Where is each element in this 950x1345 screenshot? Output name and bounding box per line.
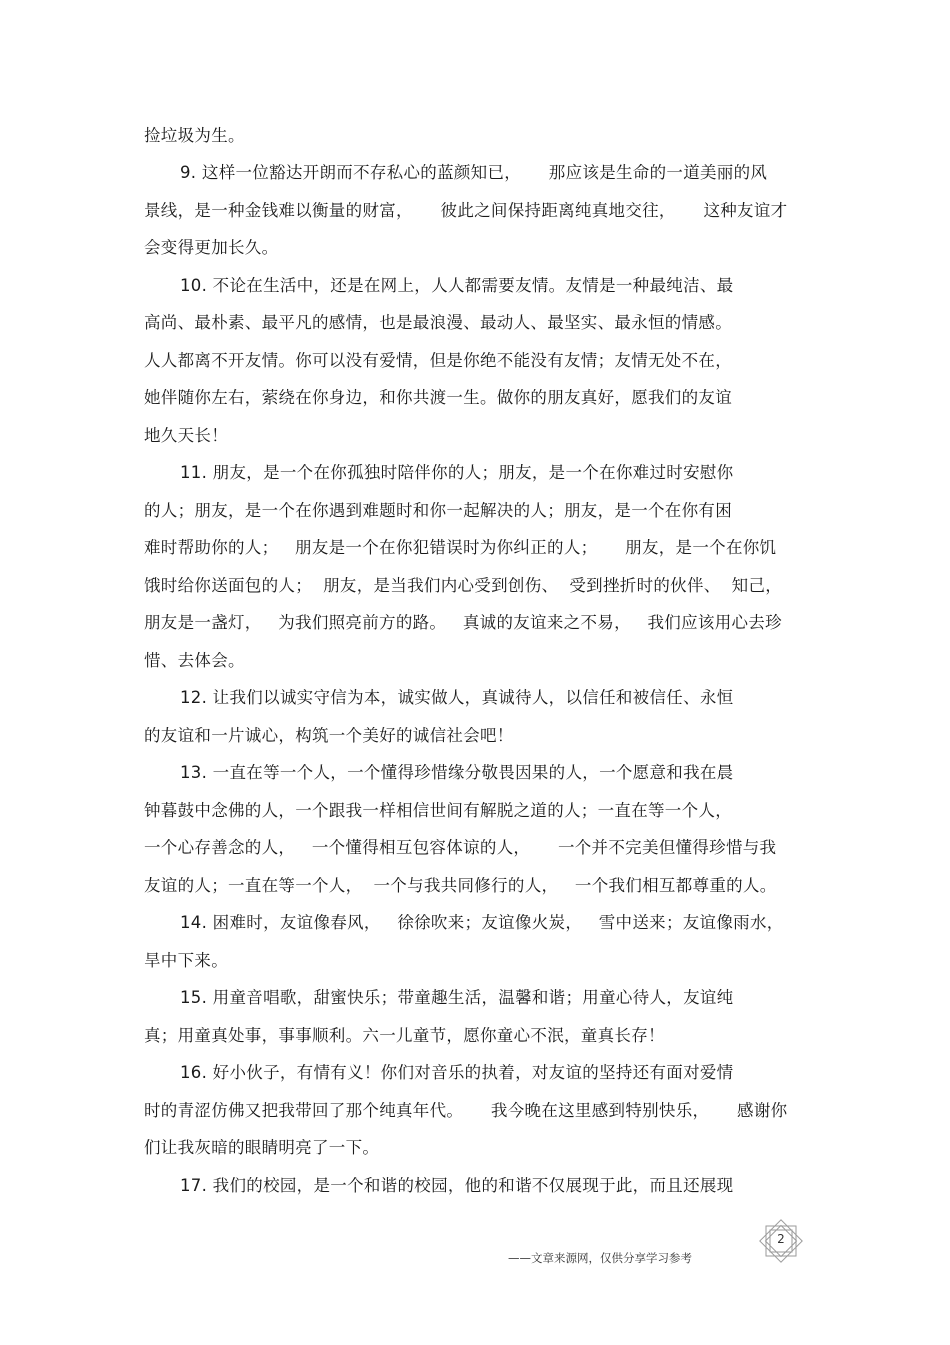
text-line: 时的青涩仿佛又把我带回了那个纯真年代。 我今晚在这里感到特别快乐， 感谢你 bbox=[144, 1101, 788, 1120]
text-line: 景线，是一种金钱难以衡量的财富， 彼此之间保持距离纯真地交往， 这种友谊才 bbox=[144, 201, 788, 220]
text-line: 的友谊和一片诚心，构筑一个美好的诚信社会吧！ bbox=[144, 726, 514, 745]
paragraph-12-line: 12. 让我们以诚实守信为本，诚实做人，真诚待人，以信任和被信任、永恒 bbox=[180, 688, 734, 707]
paragraph-10-line: 10. 不论在生活中，还是在网上，人人都需要友情。友情是一种最纯洁、最 bbox=[180, 276, 734, 295]
source-note: ——文章来源网，仅供分享学习参考 bbox=[508, 1251, 692, 1265]
paragraph-16-line: 16. 好小伙子，有情有义！你们对音乐的执着，对友谊的坚持还有面对爱情 bbox=[180, 1063, 734, 1082]
text-line: 钟暮鼓中念佛的人，一个跟我一样相信世间有解脱之道的人；一直在等一个人， bbox=[144, 801, 732, 820]
paragraph-11-line: 11. 朋友，是一个在你孤独时陪伴你的人；朋友，是一个在你难过时安慰你 bbox=[180, 463, 734, 482]
text-line: 的人；朋友，是一个在你遇到难题时和你一起解决的人；朋友，是一个在你有困 bbox=[144, 501, 732, 520]
text-line: 她伴随你左右，萦绕在你身边，和你共渡一生。做你的朋友真好，愿我们的友谊 bbox=[144, 388, 732, 407]
text-line: 们让我灰暗的眼睛明亮了一下。 bbox=[144, 1138, 380, 1157]
text-line: 朋友是一盏灯， 为我们照亮前方的路。 真诚的友谊来之不易， 我们应该用心去珍 bbox=[144, 613, 782, 632]
text-line: 旱中下来。 bbox=[144, 951, 228, 970]
text-line: 真；用童真处事，事事顺利。六一儿童节，愿你童心不泯，童真长存！ bbox=[144, 1026, 665, 1045]
text-line: 地久天长！ bbox=[144, 426, 228, 445]
text-line: 高尚、最朴素、最平凡的感情，也是最浪漫、最动人、最坚实、最永恒的情感。 bbox=[144, 313, 732, 332]
paragraph-15-line: 15. 用童音唱歌，甜蜜快乐；带童趣生活，温馨和谐；用童心待人，友谊纯 bbox=[180, 988, 734, 1007]
text-line: 会变得更加长久。 bbox=[144, 238, 279, 257]
text-line: 难时帮助你的人； 朋友是一个在你犯错误时为你纠正的人； 朋友，是一个在你饥 bbox=[144, 538, 777, 557]
paragraph-17-line: 17. 我们的校园，是一个和谐的校园，他的和谐不仅展现于此，而且还展现 bbox=[180, 1176, 734, 1195]
paragraph-14-line: 14. 困难时，友谊像春风， 徐徐吹来；友谊像火炭， 雪中送来；友谊像雨水， bbox=[180, 913, 784, 932]
text-line: 一个心存善念的人， 一个懂得相互包容体谅的人， 一个并不完美但懂得珍惜与我 bbox=[144, 838, 777, 857]
paragraph-13-line: 13. 一直在等一个人，一个懂得珍惜缘分敬畏因果的人，一个愿意和我在晨 bbox=[180, 763, 734, 782]
text-line: 饿时给你送面包的人； 朋友，是当我们内心受到创伤、 受到挫折时的伙伴、 知己， bbox=[144, 576, 783, 595]
text-line: 惜、去体会。 bbox=[144, 651, 245, 670]
text-line: 人人都离不开友情。你可以没有爱情，但是你绝不能没有友情；友情无处不在， bbox=[144, 351, 732, 370]
page-number: 2 bbox=[777, 1232, 785, 1246]
paragraph-9-line: 9. 这样一位豁达开朗而不存私心的蓝颜知已， 那应该是生命的一道美丽的风 bbox=[180, 163, 768, 182]
text-line: 友谊的人；一直在等一个人， 一个与我共同修行的人， 一个我们相互都尊重的人。 bbox=[144, 876, 777, 895]
text-line: 捡垃圾为生。 bbox=[144, 126, 245, 145]
